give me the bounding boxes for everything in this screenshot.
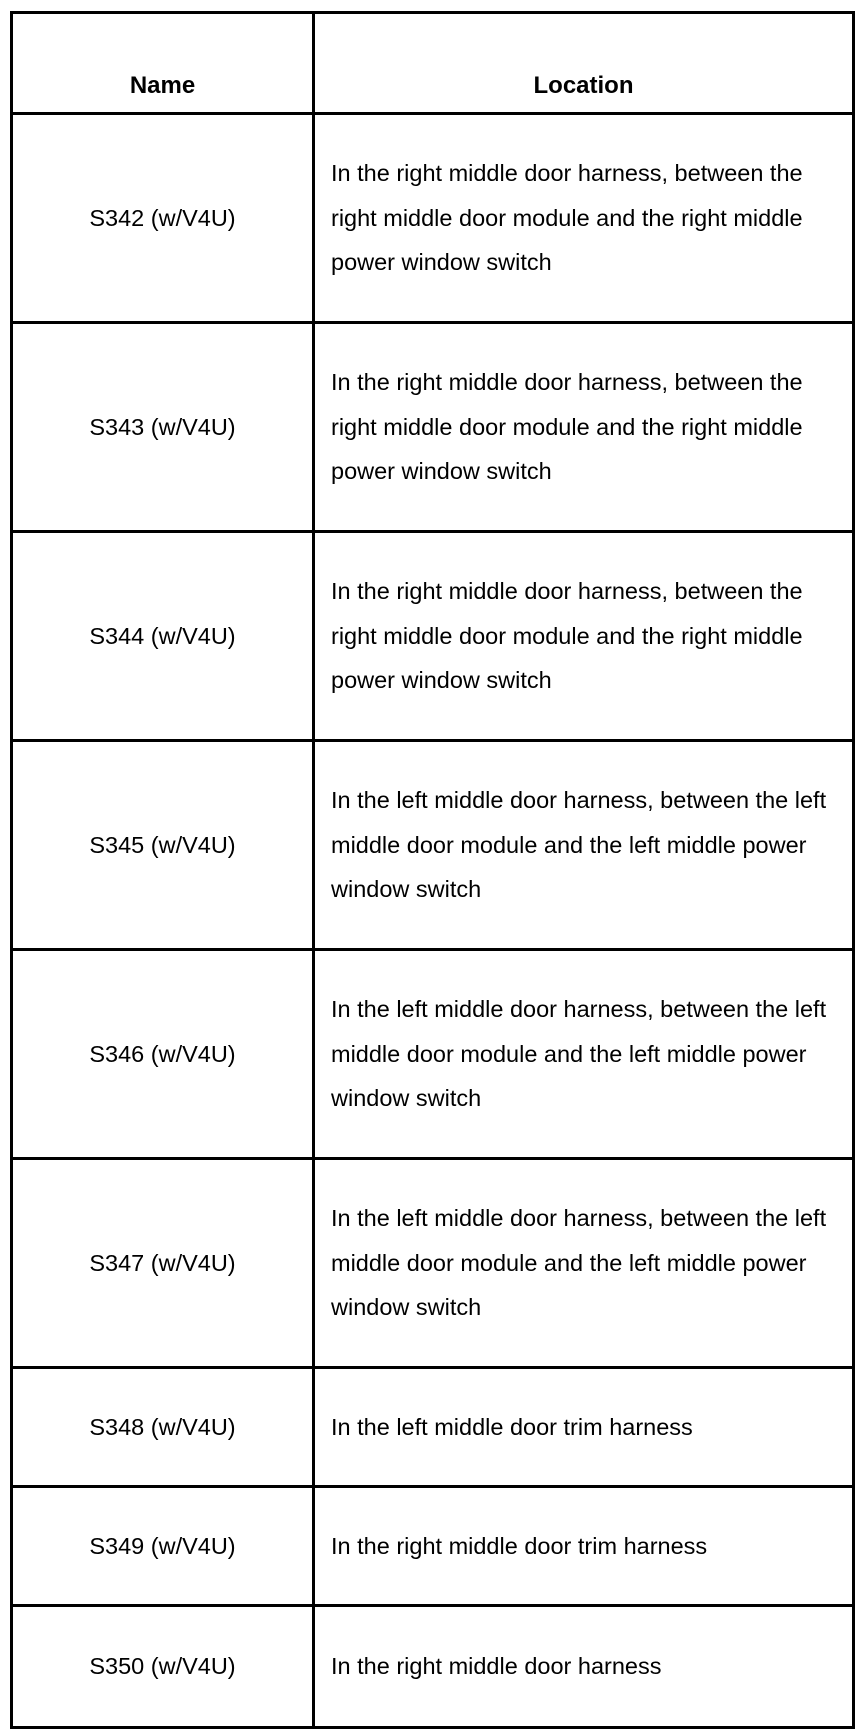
table-row bbox=[12, 114, 854, 323]
column-header-location: Location bbox=[314, 13, 854, 114]
table-row bbox=[12, 323, 854, 532]
splice-location-cell: In the right middle door harness bbox=[314, 1606, 854, 1728]
splice-location-cell: In the right middle door harness, between the right middle door module and the right middle power window switch bbox=[314, 532, 854, 741]
header-row bbox=[12, 13, 854, 114]
splice-name-cell: S342 (w/V4U) bbox=[12, 114, 314, 323]
splice-location-cell: In the left middle door trim harness bbox=[314, 1368, 854, 1487]
splice-name-cell: S343 (w/V4U) bbox=[12, 323, 314, 532]
table-body bbox=[12, 114, 854, 1728]
table-header bbox=[12, 13, 854, 114]
splice-name-cell: S350 (w/V4U) bbox=[12, 1606, 314, 1728]
splice-name-cell: S346 (w/V4U) bbox=[12, 950, 314, 1159]
table-row bbox=[12, 532, 854, 741]
splice-location-cell: In the left middle door harness, between the left middle door module and the left middle power window switch bbox=[314, 1159, 854, 1368]
splice-name-cell: S348 (w/V4U) bbox=[12, 1368, 314, 1487]
splice-name-cell: S347 (w/V4U) bbox=[12, 1159, 314, 1368]
splice-name-cell: S349 (w/V4U) bbox=[12, 1487, 314, 1606]
splice-name-cell: S344 (w/V4U) bbox=[12, 532, 314, 741]
splice-location-cell: In the right middle door harness, between the right middle door module and the right middle power window switch bbox=[314, 114, 854, 323]
table-row bbox=[12, 1606, 854, 1728]
column-header-name: Name bbox=[12, 13, 314, 114]
table-row bbox=[12, 1368, 854, 1487]
splice-location-cell: In the left middle door harness, between the left middle door module and the left middle power window switch bbox=[314, 950, 854, 1159]
table-row bbox=[12, 1159, 854, 1368]
table-row bbox=[12, 741, 854, 950]
table-row bbox=[12, 950, 854, 1159]
splice-location-cell: In the right middle door harness, between the right middle door module and the right middle power window switch bbox=[314, 323, 854, 532]
splice-location-cell: In the left middle door harness, between the left middle door module and the left middle power window switch bbox=[314, 741, 854, 950]
splice-location-table bbox=[10, 11, 855, 1729]
splice-location-cell: In the right middle door trim harness bbox=[314, 1487, 854, 1606]
table-row bbox=[12, 1487, 854, 1606]
splice-name-cell: S345 (w/V4U) bbox=[12, 741, 314, 950]
